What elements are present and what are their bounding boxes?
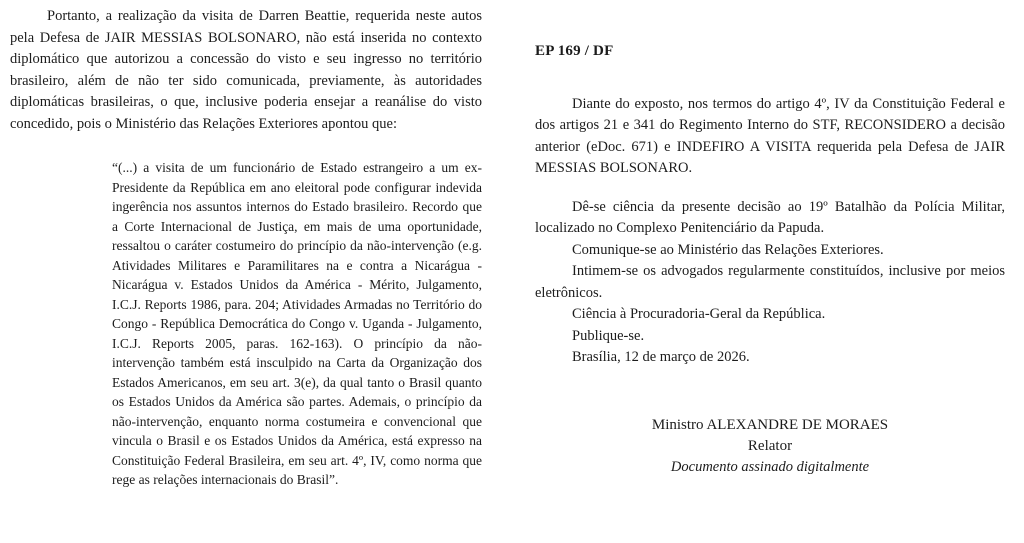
decision-paragraph: Diante do exposto, nos termos do artigo 4º, IV da Constituição Federal e dos artigos 21 e 341 do Regimento Interno do STF, RECONSIDERO a decisão anterior (eDoc. 671) e INDEFIRO A VISITA requerida pela Defesa de JAIR MESSIAS BOLSONARO. [535,95,1005,176]
signature-note: Documento assinado digitalmente [670,458,870,475]
signature-block [535,415,1005,478]
order-paragraph-publish: Publique-se. [572,327,645,344]
order-paragraph-prosecutor: Ciência à Procuradoria-Geral da República. [572,306,826,322]
citation-quote: “(...) a visita de um funcionário de Estado estrangeiro a um ex-Presidente da República em ano eleitoral pode configurar indevida ingerência nos assuntos internos do Estado brasileiro. Recordo que a Corte Internacional de Justiça, em mais de uma oportunidade, ressaltou o caráter costumeiro do princípio da não-intervenção (e.g. Atividades Militares e Paramilitares na e contra a Nicarágua - Nicarágua v. Estados Unidos da América - Mérito, Julgamento, I.C.J. Reports 1986, para. 204; Atividades Armadas no Território do Congo - República Democrática do Congo v. Uganda - Julgamento, I.C.J. Reports 2005, paras. 162-163). O princípio da não-intervenção também está insculpido na Carta da Organização dos Estados Americanos, em seu art. 3(e), da qual tanto o Brasil quanto os Estados Unidos da América são partes. Ademais, o princípio da não-intervenção, enquanto norma costumeira e convencional que vincula o Brasil e os Estados Unidos da América, está expresso na Constituição Federal Brasileira, em seu art. 4º, IV, como norma que rege as relações internacionais do Brasil”. [112,160,482,487]
date-line: Brasília, 12 de março de 2026. [572,349,750,365]
order-paragraph-foreign-ministry: Comunique-se ao Ministério das Relações Exteriores. [572,241,884,258]
order-paragraph-notify-battalion: Dê-se ciência da presente decisão ao 19º Batalhão da Polícia Militar, localizado no Complexo Penitenciário da Papuda. [535,198,1005,236]
page-left [10,6,482,490]
page-right [535,41,1005,478]
case-number: EP 169 / DF [535,43,614,59]
signature-name: Ministro ALEXANDRE DE MORAES [651,416,889,433]
opening-paragraph: Portanto, a realização da visita de Darren Beattie, requerida neste autos pela Defesa de JAIR MESSIAS BOLSONARO, não está inserida no contexto diplomático que autorizou a concessão do visto e seu ingresso no território brasileiro, além de não ter sido comunicada, previamente, às autoridades diplomáticas brasileiras, o que, inclusive poderia ensejar a reanálise do visto concedido, pois o Ministério das Relações Exteriores apontou que: [10,8,482,132]
order-paragraph-lawyers: Intimem-se os advogados regularmente constituídos, inclusive por meios eletrônicos. [535,263,1005,301]
signature-role: Relator [747,437,793,454]
